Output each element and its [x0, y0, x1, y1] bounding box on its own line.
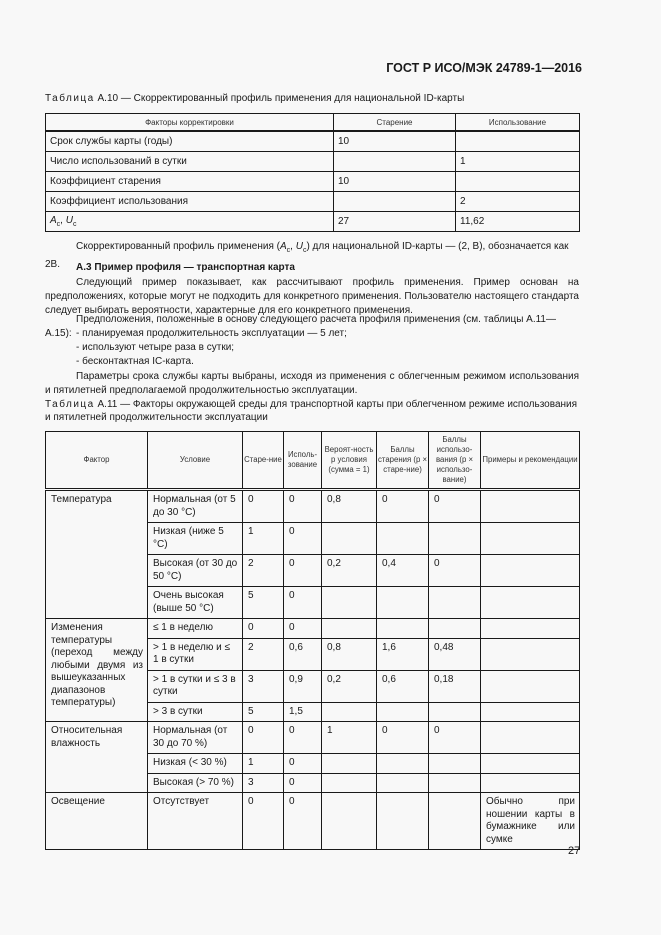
table-row: [46, 722, 580, 754]
cell: [429, 754, 481, 774]
factor-cell: Относительная влажность: [46, 722, 148, 793]
cell: [377, 793, 429, 850]
cell: [46, 212, 334, 232]
cell: 0: [284, 619, 322, 639]
column-header: Старение: [334, 114, 456, 132]
list-item: - планируемая продолжительность эксплуатации — 5 лет;: [76, 328, 347, 339]
cell: [377, 773, 429, 793]
condition-cell: > 1 в сутки и ≤ 3 в сутки: [148, 670, 243, 702]
cell: [322, 702, 377, 722]
cell: 0: [429, 490, 481, 523]
cell: 5: [243, 587, 284, 619]
cell: 0: [429, 555, 481, 587]
list-item: - используют четыре раза в сутки;: [76, 342, 235, 353]
caption-prefix: Таблица: [45, 399, 95, 410]
cell: 3: [243, 670, 284, 702]
assumptions-list: [45, 327, 579, 369]
cell: 0,4: [377, 555, 429, 587]
subscript: c: [56, 221, 61, 228]
column-header: Баллы старения (p × старе-ние): [377, 432, 429, 490]
cell: [481, 490, 580, 523]
cell: 2: [243, 638, 284, 670]
cell: 0,18: [429, 670, 481, 702]
cell: 0: [284, 555, 322, 587]
cell: [377, 702, 429, 722]
cell: [377, 587, 429, 619]
document-header: ГОСТ Р ИСО/МЭК 24789-1—2016: [386, 61, 582, 75]
column-header: Старе-ние: [243, 432, 284, 490]
symbol-u: U: [295, 241, 303, 252]
caption-prefix: Таблица: [45, 93, 95, 104]
column-header: Факторы корректировки: [46, 114, 334, 132]
subscript: c: [72, 221, 77, 228]
condition-cell: Нормальная (от 5 до 30 °C): [148, 490, 243, 523]
cell: 0: [377, 722, 429, 754]
column-header: Использование: [456, 114, 580, 132]
subscript: c: [286, 247, 291, 254]
column-header: Исполь-зование: [284, 432, 322, 490]
cell: 11,62: [456, 212, 580, 232]
cell: 0: [243, 490, 284, 523]
column-header: Примеры и рекомендации: [481, 432, 580, 490]
cell: [322, 773, 377, 793]
cell: 10: [334, 131, 456, 152]
symbol-u: U: [65, 215, 73, 226]
caption-text: А.10 — Скорректированный профиль применения для национальной ID-карты: [94, 93, 465, 104]
cell: [481, 722, 580, 754]
condition-cell: Нормальная (от 30 до 70 %): [148, 722, 243, 754]
cell: 0,6: [284, 638, 322, 670]
condition-cell: Низкая (ниже 5 °C): [148, 523, 243, 555]
column-header: Фактор: [46, 432, 148, 490]
table-row: [46, 172, 580, 192]
cell: 0: [243, 722, 284, 754]
cell: [481, 523, 580, 555]
table-row: [46, 490, 580, 523]
cell: 0: [284, 523, 322, 555]
cell: 0,2: [322, 670, 377, 702]
cell: [429, 773, 481, 793]
cell: 0,2: [322, 555, 377, 587]
section-title: А.3 Пример профиля — транспортная карта: [76, 262, 295, 273]
cell: [481, 619, 580, 639]
cell: 27: [334, 212, 456, 232]
cell: [377, 523, 429, 555]
cell: 0: [284, 490, 322, 523]
symbol-a: A: [50, 215, 57, 226]
factor-cell: Освещение: [46, 793, 148, 850]
cell: [481, 702, 580, 722]
symbol-a: A: [279, 241, 287, 252]
cell: [377, 754, 429, 774]
cell: 1: [243, 754, 284, 774]
cell: 0,48: [429, 638, 481, 670]
separator: ,: [60, 215, 66, 226]
cell: [456, 131, 580, 152]
factor-cell: Изменения температуры (переход между любыми двумя из вышеуказанных диапазонов температуры): [46, 619, 148, 722]
cell: [322, 587, 377, 619]
condition-cell: Отсутствует: [148, 793, 243, 850]
cell: [481, 773, 580, 793]
cell: 1: [456, 152, 580, 172]
cell: [322, 754, 377, 774]
cell: Срок службы карты (годы): [46, 131, 334, 152]
cell: [481, 670, 580, 702]
cell: Коэффициент использования: [46, 192, 334, 212]
condition-cell: Высокая (> 70 %): [148, 773, 243, 793]
text: Скорректированный профиль применения (: [76, 241, 280, 252]
list-item: - бесконтактная IC-карта.: [76, 356, 194, 367]
table-a10-caption: [45, 93, 464, 104]
column-header: Вероят-ность p условия (сумма = 1): [322, 432, 377, 490]
cell: 0: [243, 619, 284, 639]
table-a11-caption: [45, 398, 585, 424]
cell: 0: [429, 722, 481, 754]
cell: 2: [456, 192, 580, 212]
cell: 1,5: [284, 702, 322, 722]
cell: [429, 619, 481, 639]
cell: 1: [243, 523, 284, 555]
cell: 1: [322, 722, 377, 754]
condition-cell: Очень высокая (выше 50 °C): [148, 587, 243, 619]
assumptions-paragraph: Предположения, положенные в основу следующего расчета профиля применения (см. таблицы А.11—А.15):: [45, 314, 556, 339]
condition-cell: > 1 в неделю и ≤ 1 в сутки: [148, 638, 243, 670]
cell: 0: [377, 490, 429, 523]
cell: 0: [284, 754, 322, 774]
table-row: [46, 131, 580, 152]
cell: 1,6: [377, 638, 429, 670]
cell: [481, 754, 580, 774]
cell: 2: [243, 555, 284, 587]
condition-cell: Низкая (< 30 %): [148, 754, 243, 774]
cell: Число использований в сутки: [46, 152, 334, 172]
cell: [429, 793, 481, 850]
table-a11: [45, 431, 580, 850]
separator: ,: [290, 241, 296, 252]
cell: 5: [243, 702, 284, 722]
cell: 0,9: [284, 670, 322, 702]
cell: 0: [284, 722, 322, 754]
cell: Коэффициент старения: [46, 172, 334, 192]
cell: [377, 619, 429, 639]
table-row: [46, 212, 580, 232]
cell: 0,6: [377, 670, 429, 702]
condition-cell: > 3 в сутки: [148, 702, 243, 722]
table-row: [46, 192, 580, 212]
cell: 0: [243, 793, 284, 850]
cell: [334, 192, 456, 212]
caption-text: А.11 — Факторы окружающей среды для транспортной карты при облегченном режиме использования и пятилетней продолжительности эксплуатации: [45, 399, 578, 423]
factor-cell: Температура: [46, 490, 148, 619]
cell: [429, 702, 481, 722]
condition-cell: ≤ 1 в неделю: [148, 619, 243, 639]
cell: [456, 172, 580, 192]
page-number: 27: [568, 845, 581, 857]
table-row: [46, 619, 580, 639]
cell: [322, 619, 377, 639]
cell: 0,8: [322, 490, 377, 523]
cell: 10: [334, 172, 456, 192]
cell: 0: [284, 793, 322, 850]
subscript: c: [302, 247, 307, 254]
cell: 0: [284, 587, 322, 619]
cell: [429, 523, 481, 555]
table-a10: [45, 113, 580, 232]
table-row: [46, 152, 580, 172]
cell: [481, 638, 580, 670]
cell: [481, 587, 580, 619]
cell: 0: [284, 773, 322, 793]
cell: 3: [243, 773, 284, 793]
cell: [322, 523, 377, 555]
cell: [481, 555, 580, 587]
text: ) для национальной ID-карты — (2, B), обозначается как 2B.: [45, 241, 569, 270]
example-cell: Обычно при ношении карты в бумажнике или сумке: [481, 793, 580, 850]
table-row: [46, 793, 580, 850]
cell: [334, 152, 456, 172]
condition-cell: Высокая (от 30 до 50 °C): [148, 555, 243, 587]
cell: [429, 587, 481, 619]
cell: [322, 793, 377, 850]
cell: 0,8: [322, 638, 377, 670]
column-header: Условие: [148, 432, 243, 490]
column-header: Баллы использо-вания (p × использо-вание): [429, 432, 481, 490]
example-paragraph: Следующий пример показывает, как рассчитывают профиль применения. Пример основан на предположениях, которые могут не подходить для конкретного применения. Пользователю настоящего стандарта следует выбирать вероятности, характерные для его конкретного применения.: [45, 277, 579, 316]
params-paragraph: Параметры срока службы карты выбраны, исходя из применения с облегченным режимом использования и пятилетней предполагаемой продолжительностью эксплуатации.: [45, 371, 579, 396]
